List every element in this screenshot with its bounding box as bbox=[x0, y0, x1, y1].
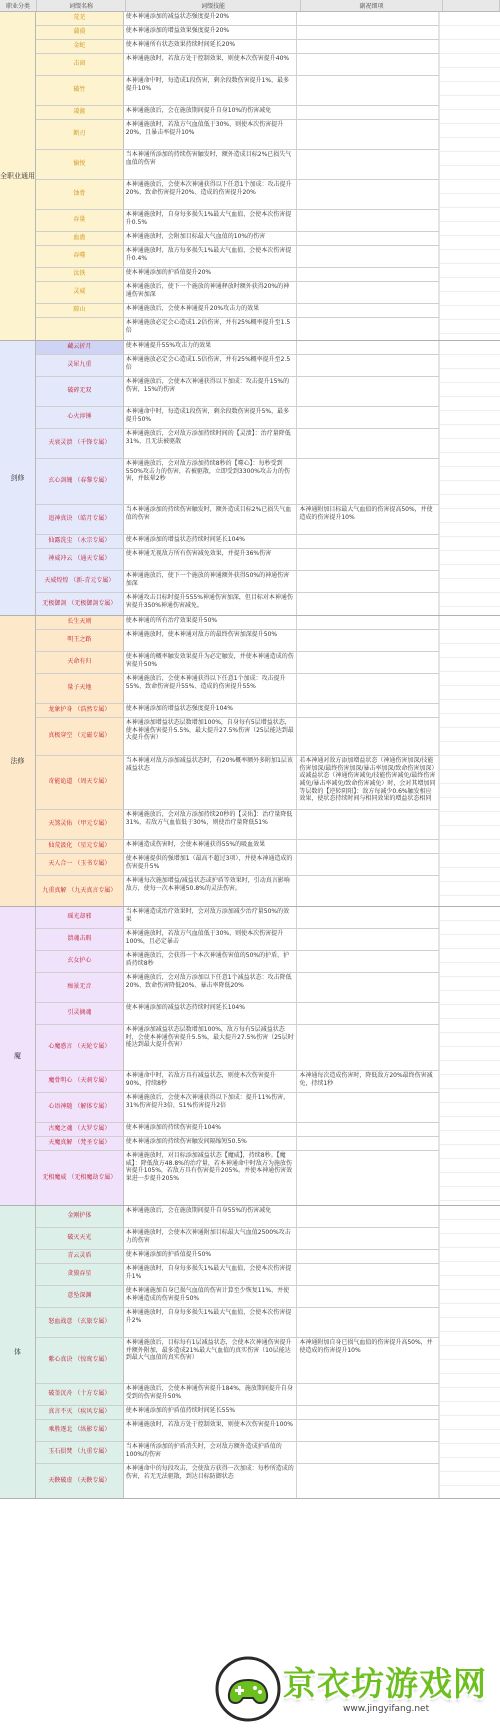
affix-name-cell[interactable]: 玄心剑魄 （春黎专属） bbox=[36, 459, 124, 504]
affix-name-cell[interactable]: 追神真诀 （皓月专属） bbox=[36, 505, 124, 534]
affix-name-cell[interactable]: 心语神随 （解体专属） bbox=[36, 1093, 124, 1122]
table-row bbox=[36, 876, 439, 906]
class-group-ti bbox=[0, 1206, 500, 1499]
affix-sub-cell[interactable] bbox=[297, 876, 438, 906]
affix-name-cell[interactable]: 击窗 bbox=[36, 54, 124, 75]
affix-skill-cell[interactable]: 本神通命中的每段攻击，会使敌方获得一次加成：每秒所造成的伤害，若无无法驱散，到达目标防御状态 bbox=[124, 1464, 298, 1498]
affix-skill-cell[interactable]: 本神通施放后，会使本次神通获得以下加成：提升11%伤害，31%伤害提升3倍，51%伤害提升2倍 bbox=[124, 1093, 298, 1122]
table-row bbox=[36, 355, 439, 377]
table-row bbox=[36, 1464, 439, 1498]
affix-name-cell[interactable]: 龙象护身 （浩然专属） bbox=[36, 704, 124, 717]
table-row bbox=[36, 674, 439, 704]
affix-sub-cell[interactable] bbox=[297, 459, 438, 504]
affix-skill-cell[interactable]: 当本神通所添加的护盾消失时，会对敌方额外造成护盾值的100%的伤害 bbox=[124, 1442, 298, 1463]
watermark-title: 京衣坊游戏网 bbox=[283, 1664, 487, 1703]
affix-sub-cell[interactable] bbox=[297, 571, 438, 592]
table-row bbox=[36, 630, 439, 652]
affix-skill-cell[interactable]: 本神通命中时，若敌方具有减益状态，则使本次伤害提升90%，持续8秒 bbox=[124, 1071, 298, 1092]
table-row bbox=[36, 1123, 439, 1137]
affix-skill-cell[interactable]: 使本神通添加的持续伤害提升104% bbox=[124, 1123, 298, 1136]
table-row bbox=[36, 1003, 439, 1025]
affix-sub-cell[interactable] bbox=[297, 1025, 438, 1070]
header-name[interactable]: 词缀名称 bbox=[37, 0, 126, 11]
table-row bbox=[36, 54, 439, 76]
affix-sub-cell[interactable] bbox=[297, 1264, 438, 1285]
affix-sub-cell[interactable] bbox=[297, 40, 438, 53]
table-row bbox=[36, 718, 439, 756]
table-row bbox=[36, 12, 439, 26]
affix-sub-cell[interactable] bbox=[297, 120, 438, 149]
table-row bbox=[36, 282, 439, 304]
affix-name-cell[interactable]: 断刃 bbox=[36, 120, 124, 149]
affix-sub-cell[interactable] bbox=[297, 54, 438, 75]
table-row bbox=[36, 1071, 439, 1093]
affix-name-cell[interactable]: 乘胜逐北 （纵影专属） bbox=[36, 1420, 124, 1441]
affix-sub-cell[interactable] bbox=[297, 26, 438, 39]
table-row bbox=[36, 907, 439, 929]
affix-name-cell[interactable]: 真极穿空 （元磁专属） bbox=[36, 718, 124, 755]
table-row bbox=[36, 973, 439, 1003]
affix-sub-cell[interactable] bbox=[297, 652, 438, 673]
table-row bbox=[36, 616, 439, 630]
affix-skill-cell[interactable]: 本神通施放后，会对敌方添加持续时间的【灵溃】：治疗量降低31%，且无法被驱散 bbox=[124, 429, 298, 458]
table-row bbox=[36, 341, 439, 355]
affix-sub-cell[interactable] bbox=[297, 951, 438, 972]
affix-sub-cell[interactable] bbox=[297, 1308, 438, 1337]
affix-name-cell[interactable]: 蚀骨 bbox=[36, 180, 124, 209]
table-row bbox=[36, 1250, 439, 1264]
affix-skill-cell[interactable]: 本神通命中时，每造成1段伤害，剩余段数伤害提升1%，最多提升10% bbox=[124, 76, 298, 105]
affix-name-cell[interactable]: 贪狼吞星 bbox=[36, 1264, 124, 1285]
affix-skill-cell[interactable]: 本神通施放必定会心造成1.2倍伤害，并有25%概率提升至1.5倍 bbox=[124, 318, 298, 340]
affix-skill-cell[interactable]: 本神通施放必定会心造成1.5倍伤害，并有25%概率提升至2.5倍 bbox=[124, 355, 298, 376]
table-row bbox=[36, 1384, 439, 1406]
affix-name-cell[interactable]: 量子天地 bbox=[36, 674, 124, 703]
affix-name-cell[interactable]: 血蛊 bbox=[36, 232, 124, 245]
category-cell[interactable]: 法修 bbox=[0, 616, 36, 906]
table-row bbox=[36, 1420, 439, 1442]
affix-sub-cell[interactable] bbox=[297, 1206, 438, 1227]
affix-skill-cell[interactable]: 使本神通添加的增益状态强度提升104% bbox=[124, 704, 298, 717]
affix-name-cell[interactable]: 愉悦 bbox=[36, 150, 124, 179]
affix-name-cell[interactable]: 灵犀九重 bbox=[36, 355, 124, 376]
affix-skill-cell[interactable]: 本神通施放时，对目标添加减益状态【魔威】，持续8秒。【魔威】：降低敌方48.8%的治疗量，若本神通命中时敌方为施放伤害提升105%，若敌方具有伤害提升205%。并使本神通伤害效果进一步提升205% bbox=[124, 1151, 298, 1205]
empty-column bbox=[439, 616, 500, 906]
affix-skill-cell[interactable]: 本神通施放时，会使本次神通附加目标最大气血值2500%攻击力的伤害 bbox=[124, 1228, 298, 1249]
header-empty bbox=[443, 0, 500, 11]
affix-name-cell[interactable]: 荒芜 bbox=[36, 12, 124, 25]
header-sub[interactable]: 副祝细项 bbox=[301, 0, 443, 11]
affix-name-cell[interactable]: 破釜沉舟 （十方专属） bbox=[36, 1384, 124, 1405]
table-body bbox=[0, 12, 500, 1499]
empty-column bbox=[439, 907, 500, 1205]
table-row bbox=[36, 1264, 439, 1286]
table-row bbox=[36, 929, 439, 951]
table-row bbox=[36, 1286, 439, 1308]
table-row bbox=[36, 652, 439, 674]
table-row bbox=[36, 704, 439, 718]
affix-name-cell[interactable]: 蒲漠 bbox=[36, 26, 124, 39]
affix-skill-cell[interactable]: 当本神通所添加的持续伤害触发时，额外造成目标2%已损失气血值的伤害 bbox=[124, 150, 298, 179]
affix-skill-cell[interactable]: 本神通施放时，若敌方气血值低于30%，则使本次伤害提升100%，且必定暴击 bbox=[124, 929, 298, 950]
affix-skill-cell[interactable]: 使本神通提升55%攻击力的效果 bbox=[124, 341, 298, 354]
affix-skill-cell[interactable]: 本神通施放时，自身每多损失1%最大气血值，会使本次伤害提升0.5% bbox=[124, 210, 298, 231]
affix-skill-cell[interactable]: 本神通施放时，会附加目标最大气血值的10%的伤害 bbox=[124, 232, 298, 245]
affix-name-cell[interactable]: 紫心真诀 （惊鸾专属） bbox=[36, 1338, 124, 1383]
affix-name-cell[interactable]: 汰铁 bbox=[36, 268, 124, 281]
table-header bbox=[0, 0, 500, 12]
affix-sub-cell[interactable] bbox=[297, 929, 438, 950]
affix-sub-cell[interactable] bbox=[297, 840, 438, 853]
header-category[interactable]: 职业分类 bbox=[0, 0, 37, 11]
table-row bbox=[36, 756, 439, 810]
affix-skill-cell[interactable]: 使本神通添加的减益状态持续时间延长104% bbox=[124, 1003, 298, 1024]
table-row bbox=[36, 232, 439, 246]
affix-skill-cell[interactable]: 使本神通添加的增益状态持续时间延长104% bbox=[124, 535, 298, 548]
affix-skill-cell[interactable]: 当本神通添加的持续伤害触发时，额外造成目标2%已损失气血值的伤害 bbox=[124, 505, 298, 534]
affix-skill-cell[interactable]: 当本神通对敌方添加减益状态时，有20%概率额外多附加1层该减益状态 bbox=[124, 756, 298, 809]
affix-name-cell[interactable]: 魔骨明心 （天刹专属） bbox=[36, 1071, 124, 1092]
affix-name-cell[interactable]: 溃魂击瑕 bbox=[36, 929, 124, 950]
affix-skill-cell[interactable]: 本神通施放时，敌方每多损失1%最大气血值，会使本次伤害提升0.4% bbox=[124, 246, 298, 267]
affix-skill-cell[interactable]: 本神通攻击目标时提升555%神通伤害加深，但目标对本神通伤害提升350%神通伤害减免。 bbox=[124, 593, 298, 615]
affix-skill-cell[interactable]: 使本神通的所有治疗效果提升50% bbox=[124, 616, 298, 629]
affix-skill-cell[interactable]: 本神通施放时，自身每多损失1%最大气血值，会使本次伤害提升2% bbox=[124, 1308, 298, 1337]
table-row bbox=[36, 210, 439, 232]
table-row bbox=[36, 429, 439, 459]
affix-sub-cell[interactable] bbox=[297, 704, 438, 717]
affix-name-cell[interactable]: 灵威 bbox=[36, 282, 124, 303]
table-row bbox=[36, 76, 439, 106]
header-skill[interactable]: 词缀技能 bbox=[126, 0, 301, 11]
table-row bbox=[36, 1151, 439, 1205]
affix-sub-cell[interactable] bbox=[297, 1093, 438, 1122]
table-row bbox=[36, 951, 439, 973]
affix-skill-cell[interactable]: 本神通施放时，若敌方处于控制效果，则使本次伤害提升40% bbox=[124, 54, 298, 75]
affix-sub-cell[interactable] bbox=[297, 1250, 438, 1263]
affix-name-cell[interactable]: 神威冲云 （通天专属） bbox=[36, 549, 124, 570]
affix-skill-cell[interactable]: 本神通施放后，会在施放期间提升自身10%的伤害减免 bbox=[124, 106, 298, 119]
affix-sub-cell[interactable] bbox=[297, 810, 438, 839]
affix-skill-cell[interactable]: 使本神通添加的增益效果强度提升20% bbox=[124, 26, 298, 39]
affix-sub-cell[interactable] bbox=[297, 1464, 438, 1498]
affix-skill-cell[interactable]: 使本神通提供的强增加1（最高不超过3项），并使本神通造成的伤害提升5% bbox=[124, 854, 298, 875]
affix-skill-cell[interactable]: 当本神通造成治疗效果时，会对敌方添加减少治疗量50%的效果 bbox=[124, 907, 298, 928]
affix-sub-cell[interactable]: 若本神通对敌方添加增益状态（神通伤害加深/技能伤害加深/最终伤害加深/暴击率加深/致命伤害加深）或减益状态（神通伤害减免/技能伤害减免/最终伤害减免/暴击率减免/致命伤害减免）时，会对其增加同等层数的【逆转阴阳】：敌方每减少0.6%触发相应效果，使状态持续时间与相同效果的增益状态相同 bbox=[297, 756, 438, 809]
affix-skill-cell[interactable]: 本神通施放时，自身每多损失1%最大气血值，会使本次伤害提升1% bbox=[124, 1264, 298, 1285]
affix-name-cell[interactable]: 天鞅破虚 （天鞅专属） bbox=[36, 1464, 124, 1498]
affix-sub-cell[interactable] bbox=[297, 630, 438, 651]
table-row bbox=[36, 593, 439, 615]
affix-sub-cell[interactable] bbox=[297, 907, 438, 928]
table-row bbox=[36, 120, 439, 150]
table-row bbox=[36, 840, 439, 854]
affix-name-cell[interactable]: 天人合一 （玉书专属） bbox=[36, 854, 124, 875]
affix-sub-cell[interactable] bbox=[297, 355, 438, 376]
affix-sub-cell[interactable] bbox=[297, 1420, 438, 1441]
empty-column bbox=[439, 341, 500, 615]
table-row bbox=[36, 810, 439, 840]
affix-skill-cell[interactable]: 本神通施放后，会对敌方添加持续20秒的【灵佑】：治疗量降低31%，若敌方气血值低于30%，则使治疗量降低51% bbox=[124, 810, 298, 839]
affix-name-cell[interactable]: 真言不灭 （疾风专属） bbox=[36, 1406, 124, 1419]
affix-sub-cell[interactable] bbox=[297, 150, 438, 179]
affix-name-cell[interactable]: 怒血战意 （玄旅专属） bbox=[36, 1308, 124, 1337]
table-row bbox=[36, 377, 439, 407]
affix-sub-cell[interactable] bbox=[297, 1384, 438, 1405]
affix-skill-cell[interactable]: 本神通施放后，会使本神通伤害提升184%，施放期间提升自身受到的伤害提升50% bbox=[124, 1384, 298, 1405]
affix-name-cell[interactable]: 破灭天光 bbox=[36, 1228, 124, 1249]
affix-name-cell[interactable]: 仙荒汲化 （星元专属） bbox=[36, 840, 124, 853]
affix-skill-cell[interactable]: 使本神通添加的护盾值提升20% bbox=[124, 268, 298, 281]
affix-skill-cell[interactable]: 本神通施放时，若敌方气血值低于30%，则使本次伤害提升20%，且暴击率提升10% bbox=[124, 120, 298, 149]
table-row bbox=[36, 40, 439, 54]
watermark-url: www.jingyifang.net bbox=[343, 1704, 430, 1714]
affix-sub-cell[interactable] bbox=[297, 106, 438, 119]
affix-name-cell[interactable]: 奇能诡道 （周天专属） bbox=[36, 756, 124, 809]
affix-sub-cell[interactable] bbox=[297, 1442, 438, 1463]
affix-name-cell[interactable]: 金蛇 bbox=[36, 40, 124, 53]
affix-skill-cell[interactable]: 本神通施放后，会使本神通获得以下任意1个加成：攻击提升55%、致命伤害提升55%、造成的伤害提升55% bbox=[124, 674, 298, 703]
site-watermark bbox=[215, 1652, 500, 1728]
table-row bbox=[36, 106, 439, 120]
table-row bbox=[36, 318, 439, 340]
affix-name-cell[interactable]: 藏云折月 bbox=[36, 341, 124, 354]
empty-column bbox=[439, 12, 500, 340]
affix-name-cell[interactable]: 心魔惑言 （天轮专属） bbox=[36, 1025, 124, 1070]
affix-name-cell[interactable]: 无相魔威 （无相魔劫专属） bbox=[36, 1151, 124, 1205]
affix-name-cell[interactable]: 天衰灵溃 （千锋专属） bbox=[36, 429, 124, 458]
table-row bbox=[36, 268, 439, 282]
affix-name-cell[interactable]: 九重真解 （九天真言专属） bbox=[36, 876, 124, 906]
affix-sub-cell[interactable] bbox=[297, 549, 438, 570]
affix-name-cell[interactable]: 玉石俱焚 （九重专属） bbox=[36, 1442, 124, 1463]
affix-sub-cell[interactable] bbox=[297, 304, 438, 317]
affix-name-cell[interactable]: 金刚护体 bbox=[36, 1206, 124, 1227]
affix-name-cell[interactable]: 凌渡 bbox=[36, 106, 124, 119]
affix-sub-cell[interactable] bbox=[297, 616, 438, 629]
affix-sub-cell[interactable] bbox=[297, 429, 438, 458]
affix-sub-cell[interactable] bbox=[297, 1151, 438, 1205]
affix-skill-cell[interactable]: 本神通添加增益状态层数增加100%，自身每有5层增益状态，使本神通伤害提升5.5%，最大提升27.5%伤害（25层能达到最大提升伤害） bbox=[124, 718, 298, 755]
affix-skill-cell[interactable]: 本神通施放后，会使本次神通获得以下加成：攻击提升15%的伤害，15%的伤害 bbox=[124, 377, 298, 406]
category-cell[interactable]: 全职业通用 bbox=[0, 12, 36, 340]
table-row bbox=[36, 1406, 439, 1420]
affix-name-cell[interactable]: 吞噬 bbox=[36, 246, 124, 267]
table-row bbox=[36, 505, 439, 535]
affix-skill-cell[interactable]: 本神通施放后，会使本次神通获得以下任意1个加成：攻击提升20%、致命伤害提升20%、造成的伤害提升20% bbox=[124, 180, 298, 209]
affix-sub-cell[interactable] bbox=[297, 854, 438, 875]
affix-sub-cell[interactable] bbox=[297, 674, 438, 703]
table-row bbox=[36, 150, 439, 180]
affix-sub-cell[interactable] bbox=[297, 973, 438, 1002]
affix-sub-cell[interactable] bbox=[297, 76, 438, 105]
affix-sub-cell[interactable] bbox=[297, 1406, 438, 1419]
affix-name-cell[interactable]: 玄女护心 bbox=[36, 951, 124, 972]
affix-skill-cell[interactable]: 本神通造成伤害时，会使本神通获得55%的吸血效果 bbox=[124, 840, 298, 853]
affix-name-cell[interactable]: 瑶光却邪 bbox=[36, 907, 124, 928]
table-row bbox=[36, 180, 439, 210]
affix-sub-cell[interactable] bbox=[297, 268, 438, 281]
table-row bbox=[36, 549, 439, 571]
table-row bbox=[36, 1308, 439, 1338]
affix-sub-cell[interactable] bbox=[297, 341, 438, 354]
gamepad-logo-icon bbox=[215, 1656, 281, 1722]
affix-sub-cell[interactable] bbox=[297, 718, 438, 755]
affix-sub-cell[interactable] bbox=[297, 12, 438, 25]
affix-skill-cell[interactable]: 本神通施放时，使本神通对敌方的最终伤害加深提升50% bbox=[124, 630, 298, 651]
affix-sub-cell[interactable] bbox=[297, 1286, 438, 1307]
affix-name-cell[interactable]: 长生天则 bbox=[36, 616, 124, 629]
affix-name-cell[interactable]: 意坠深渊 bbox=[36, 1286, 124, 1307]
affix-skill-cell[interactable]: 本神通施放时，若敌方处于控制效果，则使本次伤害提升100% bbox=[124, 1420, 298, 1441]
affix-sub-cell[interactable] bbox=[297, 377, 438, 406]
affix-sub-cell[interactable] bbox=[297, 407, 438, 428]
affix-sub-cell[interactable] bbox=[297, 318, 438, 340]
category-cell[interactable]: 魔 bbox=[0, 907, 36, 1205]
table-row bbox=[36, 854, 439, 876]
table-row bbox=[36, 246, 439, 268]
table-row bbox=[36, 304, 439, 318]
class-group-all bbox=[0, 12, 500, 341]
affix-name-cell[interactable]: 天威煌煌 （新-青元专属） bbox=[36, 571, 124, 592]
affix-sub-cell[interactable] bbox=[297, 246, 438, 267]
affix-skill-cell[interactable]: 本神通每次施加增益/减益状态或护盾等效果时，引动真言影响敌方，使每一次本神通50.8%的灵法伤害。 bbox=[124, 876, 298, 906]
affix-skill-cell[interactable]: 本神通施放后，目标每有1层减益状态，会使本次神通伤害提升并额外附加，最多造成21%最大气血值的真实伤害（10层能达到最大气血值的真实伤害） bbox=[124, 1338, 298, 1383]
affix-skill-cell[interactable]: 本神通施放后，使下一个施放的神通释放时额外获得20%的神通伤害加深 bbox=[124, 282, 298, 303]
affix-sub-cell[interactable]: 本神通附加自身已损气血值的伤害提升高50%，并使造成的伤害提升10% bbox=[297, 1338, 438, 1383]
affix-skill-cell[interactable]: 使本神通添加的护盾值持续时间延长55% bbox=[124, 1406, 298, 1419]
affix-name-cell[interactable]: 古魔之魂 （大罗专属） bbox=[36, 1123, 124, 1136]
affix-sub-cell[interactable] bbox=[297, 1003, 438, 1024]
affix-name-cell[interactable]: 引灵摘魂 bbox=[36, 1003, 124, 1024]
affix-name-cell[interactable]: 青云灵盾 bbox=[36, 1250, 124, 1263]
table-row bbox=[36, 26, 439, 40]
affix-name-cell[interactable]: 吞量 bbox=[36, 210, 124, 231]
affix-skill-cell[interactable]: 本神通添加减益状态层数增加100%，敌方每有5层减益状态时，会使本神通伤害提升5.5%，最大提升27.5%伤害（25层时能达到最大提升伤害） bbox=[124, 1025, 298, 1070]
affix-name-cell[interactable]: 无极御剑 （无极御剑专属） bbox=[36, 593, 124, 615]
table-row bbox=[36, 407, 439, 429]
affix-name-cell[interactable]: 天命有归 bbox=[36, 652, 124, 673]
affix-sub-cell[interactable]: 本神通每次造成伤害时，降低敌方20%最终伤害减免，持续1秒 bbox=[297, 1071, 438, 1092]
affix-skill-cell[interactable]: 本神通施放后，会对敌方添加持续8秒的【噬心】：每秒受到550%攻击力的伤害，若被驱散，立即受到3300%攻击力的伤害，并眩晕2秒 bbox=[124, 459, 298, 504]
affix-sub-cell[interactable] bbox=[297, 180, 438, 209]
affix-name-cell[interactable]: 隙山 bbox=[36, 304, 124, 317]
affix-skill-cell[interactable]: 使本神通添加的持续伤害触发间隔缩短50.5% bbox=[124, 1137, 298, 1150]
affix-sub-cell[interactable] bbox=[297, 232, 438, 245]
affix-name-cell[interactable]: 破竹 bbox=[36, 76, 124, 105]
table-row bbox=[36, 1025, 439, 1071]
affix-name-cell[interactable] bbox=[36, 318, 124, 340]
table-row bbox=[36, 1228, 439, 1250]
affix-skill-cell[interactable]: 本神通施放后，会在施放期间提升自身55%的伤害减免 bbox=[124, 1206, 298, 1227]
table-row bbox=[36, 459, 439, 505]
table-row bbox=[36, 571, 439, 593]
affix-skill-cell[interactable]: 本神通施放后，会获得一个本次神通伤害值的50%的护盾，护盾持续8秒 bbox=[124, 951, 298, 972]
affix-skill-cell[interactable]: 使本神通无视敌方所有伤害减免效果，并提升36%伤害 bbox=[124, 549, 298, 570]
table-row bbox=[36, 1093, 439, 1123]
affix-skill-cell[interactable]: 本神通施放后，会使本神通提升20%攻击力的效果 bbox=[124, 304, 298, 317]
table-row bbox=[36, 1442, 439, 1464]
table-row bbox=[36, 1338, 439, 1384]
table-row bbox=[36, 535, 439, 549]
affix-skill-cell[interactable]: 本神通施放后，会对敌方添加以下任意1个减益状态：攻击降低20%、致命伤害降低20%、暴击率降低20% bbox=[124, 973, 298, 1002]
affix-name-cell[interactable]: 仙露洗尘 （永宗专属） bbox=[36, 535, 124, 548]
affix-skill-cell[interactable]: 使本神通施加自身已损气血值的伤害计算至少恢复11%，并使本神通造成的伤害提升50% bbox=[124, 1286, 298, 1307]
table-row bbox=[36, 1206, 439, 1228]
class-group-mo bbox=[0, 907, 500, 1206]
affix-sub-cell[interactable] bbox=[297, 1137, 438, 1150]
empty-column bbox=[439, 1206, 500, 1498]
affix-skill-cell[interactable]: 使本神通添加的减益状态强度提升20% bbox=[124, 12, 298, 25]
class-group-huo bbox=[0, 616, 500, 907]
affix-skill-cell[interactable]: 本神通施放后，使下一个施放的神通额外获得50%的神通伤害加深 bbox=[124, 571, 298, 592]
category-cell[interactable]: 剑修 bbox=[0, 341, 36, 615]
affix-skill-cell[interactable]: 使本神通的概率触发效果提升为必定触发，并使本神通造成的伤害提升50% bbox=[124, 652, 298, 673]
class-group-jian bbox=[0, 341, 500, 616]
affix-name-cell[interactable]: 天煞灵佑 （甲元专属） bbox=[36, 810, 124, 839]
affix-name-cell[interactable]: 破碎无双 bbox=[36, 377, 124, 406]
affix-sub-cell[interactable] bbox=[297, 1123, 438, 1136]
affix-name-cell[interactable]: 痴景无音 bbox=[36, 973, 124, 1002]
affix-name-cell[interactable]: 明王之路 bbox=[36, 630, 124, 651]
affix-sub-cell[interactable] bbox=[297, 282, 438, 303]
table-row bbox=[36, 1137, 439, 1151]
affix-sub-cell[interactable] bbox=[297, 535, 438, 548]
affix-skill-cell[interactable]: 本神通命中时，每造成1段伤害，剩余段数伤害提升5%，最多提升50% bbox=[124, 407, 298, 428]
affix-sub-cell[interactable]: 本神通附加目标最大气血值的伤害提高50%，并使造成的伤害提升10% bbox=[297, 505, 438, 534]
affix-sub-cell[interactable] bbox=[297, 1228, 438, 1249]
affix-skill-cell[interactable]: 使本神通所有状态效果持续时间延长20% bbox=[124, 40, 298, 53]
category-cell[interactable]: 体 bbox=[0, 1206, 36, 1498]
affix-name-cell[interactable]: 心火淬锤 bbox=[36, 407, 124, 428]
affix-name-cell[interactable]: 天魔真解 （梵圣专属） bbox=[36, 1137, 124, 1150]
affix-sub-cell[interactable] bbox=[297, 210, 438, 231]
affix-skill-cell[interactable]: 使本神通添加的护盾值提升50% bbox=[124, 1250, 298, 1263]
affix-sub-cell[interactable] bbox=[297, 593, 438, 615]
